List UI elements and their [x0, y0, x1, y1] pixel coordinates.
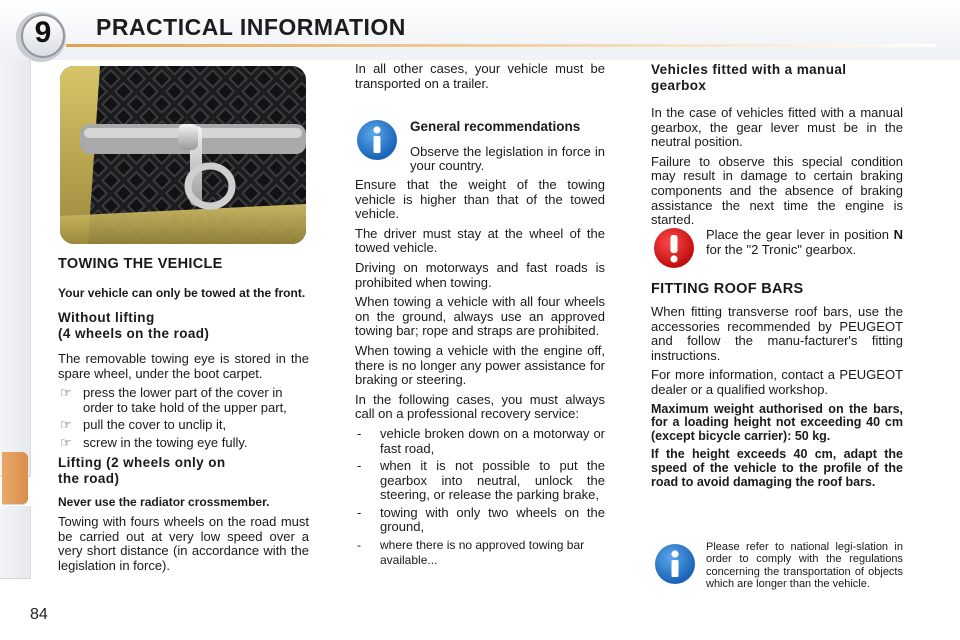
list-item: - when it is not possible to put the gearbox into neutral, unlock the steering, or release the parking brake,	[357, 458, 605, 503]
general-recommendations-text: Observe the legislation in force in your country.	[410, 143, 605, 174]
rule-paragraph: In the following cases, you must always call on a professional recovery service:	[355, 391, 605, 422]
manual-gearbox-warning-text: Failure to observe this special condition may result in damage to certain braking components and the absence of braking assistance the next time the engine is started.	[651, 153, 903, 228]
column-towing	[58, 256, 309, 579]
rule-paragraph: The driver must stay at the wheel of the towed vehicle.	[355, 225, 605, 256]
rule-paragraph: Ensure that the weight of the towing vehicle is higher than that of the towed vehicle.	[355, 177, 605, 222]
trailer-text: In all other cases, your vehicle must be transported on a trailer.	[355, 61, 605, 91]
towing-eye-storage-text: The removable towing eye is stored in the spare wheel, under the boot carpet.	[58, 351, 309, 381]
heading-without-lifting-2: (4 wheels on the road)	[58, 326, 210, 341]
chapter-tab[interactable]	[0, 60, 31, 113]
list-item: ☞ press the lower part of the cover in order to take hold of the upper part,	[60, 385, 287, 415]
rule-paragraph: When towing a vehicle with the engine off, there is no longer any power assistance for braking or steering.	[355, 342, 605, 388]
chapter-tab-active[interactable]	[2, 452, 28, 505]
heading-without-lifting-1: Without lifting	[58, 310, 155, 325]
list-item: ☞ pull the cover to unclip it,	[60, 417, 227, 433]
roof-bars-max-weight: Maximum weight authorised on the bars, for a loading height not exceeding 40 cm (except bicycle carrier): 50 kg.	[651, 401, 903, 443]
list-item: - where there is no approved towing bar available...	[357, 538, 585, 567]
chapter-tab[interactable]	[0, 558, 31, 579]
chapter-tab[interactable]	[0, 372, 31, 425]
lifting-text: Towing with fours wheels on the road must be carried out at very low speed over a very short distance (in accordance with the legislation in force).	[58, 514, 309, 573]
long-objects-info: Please refer to national legi-slation in order to comply with the regulations concerning the transportation of objects which are longer than the vehicle.	[706, 541, 903, 591]
column-gearbox	[651, 62, 903, 233]
chapter-tab[interactable]	[0, 164, 31, 217]
chapter-tab[interactable]	[0, 320, 31, 373]
general-recommendations-box	[410, 120, 605, 179]
info-icon	[357, 120, 397, 160]
towing-eye-steps	[58, 386, 309, 450]
roof-bars-speed-advice: If the height exceeds 40 cm, adapt the speed of the vehicle to the profile of the road to avoid damaging the roof bars.	[651, 447, 903, 489]
chapter-tab[interactable]	[0, 268, 31, 321]
page-title: PRACTICAL INFORMATION	[96, 14, 406, 40]
chapter-tab[interactable]	[0, 506, 31, 559]
towing-rules	[355, 178, 605, 570]
column-roof-bars	[651, 281, 903, 494]
radiator-warning: Never use the radiator crossmember.	[58, 494, 270, 509]
roof-bars-contact-text: For more information, contact a PEUGEOT dealer or a qualified workshop.	[651, 367, 903, 397]
chapter-tab[interactable]	[0, 216, 31, 269]
header-underline	[66, 44, 936, 47]
pointing-hand-icon: ☞	[60, 417, 72, 433]
section-title-roof-bars: FITTING ROOF BARS	[651, 281, 804, 297]
heading-lifting-2: the road)	[58, 470, 120, 486]
list-item: - vehicle broken down on a motorway or fast road,	[357, 425, 605, 456]
pointing-hand-icon: ☞	[60, 385, 72, 401]
towing-intro: Your vehicle can only be towed at the front.	[58, 286, 306, 300]
gear-lever-warning: Place the gear lever in position N for the "2 Tronic" gearbox.	[706, 227, 903, 257]
towing-eye-photo	[60, 66, 306, 244]
pointing-hand-icon: ☞	[60, 434, 72, 450]
manual-gearbox-text: In the case of vehicles fitted with a manual gearbox, the gear lever must be in the neutral position.	[651, 105, 903, 150]
info-icon	[655, 544, 695, 584]
heading-lifting-1: Lifting (2 wheels only on	[58, 454, 226, 470]
general-recommendations-title: General recommendations	[410, 119, 581, 134]
column-recommendations	[355, 62, 605, 105]
heading-manual-gearbox-2: gearbox	[651, 78, 707, 93]
chapter-tab[interactable]	[0, 112, 31, 165]
rule-paragraph: Driving on motorways and fast roads is prohibited when towing.	[355, 259, 605, 290]
heading-manual-gearbox-1: Vehicles fitted with a manual	[651, 62, 847, 77]
rule-paragraph: When towing a vehicle with all four wheels on the ground, always use an approved towing bar; rope and straps are prohibited.	[355, 294, 605, 339]
list-item: ☞ screw in the towing eye fully.	[60, 434, 248, 450]
chapter-number-badge: 9	[21, 14, 65, 58]
recovery-cases	[355, 427, 605, 567]
list-item: - towing with only two wheels on the ground,	[357, 504, 605, 535]
section-title-towing: TOWING THE VEHICLE	[58, 256, 223, 272]
page-number: 84	[30, 606, 48, 623]
roof-bars-text: When fitting transverse roof bars, use the accessories recommended by PEUGEOT and follow the manu-facturer's fitting instructions.	[651, 304, 903, 363]
exclamation-icon	[654, 228, 694, 268]
